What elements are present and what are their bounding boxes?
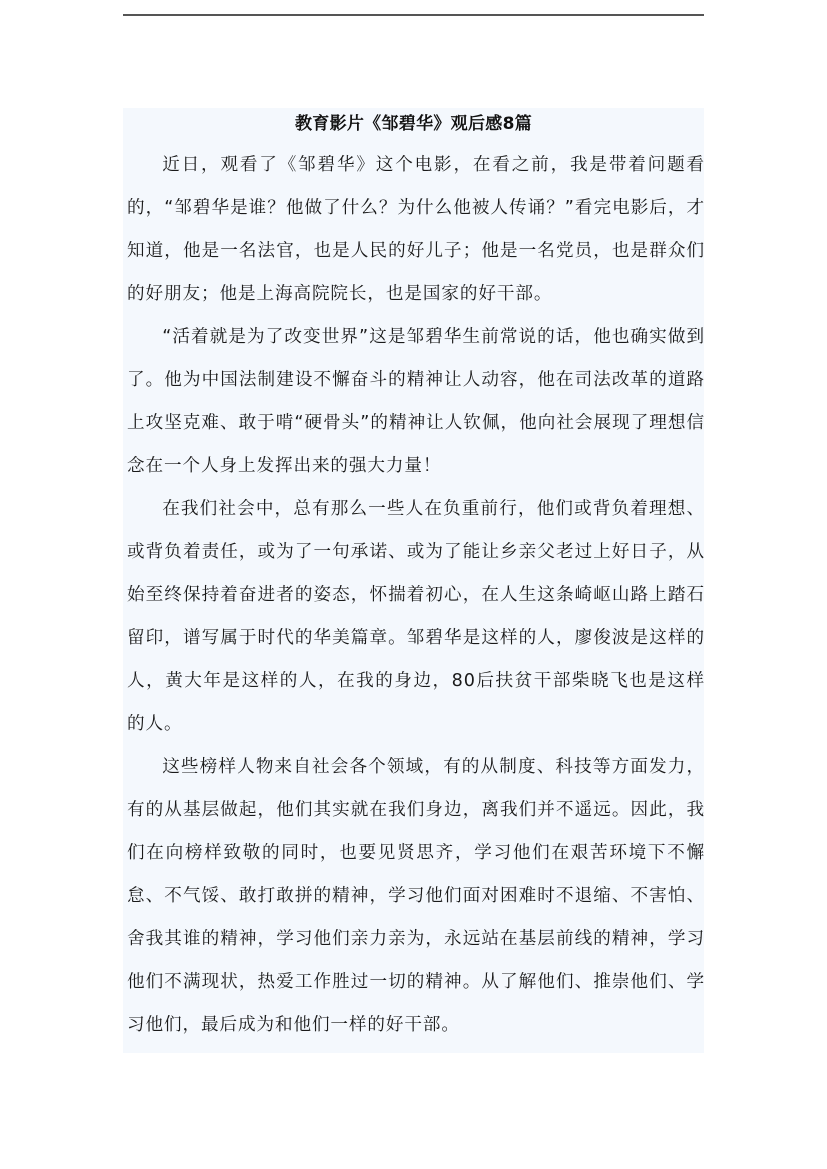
header-rule (123, 14, 704, 16)
paragraph: “活着就是为了改变世界”这是邹碧华生前常说的话，他也确实做到了。他为中国法制建设不懈奋斗的精神让人动容，他在司法改革的道路上攻坚克难、敢于啃“硬骨头”的精神让人钦佩，他向社会展现了理想信念在一个人身上发挥出来的强大力量！ (127, 327, 705, 476)
document-title: 教育影片《邹碧华》观后感8篇 (294, 114, 533, 134)
paragraph: 近日，观看了《邹碧华》这个电影，在看之前，我是带着问题看的，“邹碧华是谁？他做了什么？为什么他被人传诵？”看完电影后，才知道，他是一名法官，也是人民的好儿子；他是一名党员，也是群众们的好朋友；他是上海高院院长，也是国家的好干部。 (127, 155, 705, 304)
paragraph: 这些榜样人物来自社会各个领域，有的从制度、科技等方面发力，有的从基层做起，他们其实就在我们身边，离我们并不遥远。因此，我们在向榜样致敬的同时，也要见贤思齐，学习他们在艰苦环境下不懈怠、不气馁、敢打敢拼的精神，学习他们面对困难时不退缩、不害怕、舍我其谁的精神，学习他们亲力亲为，永远站在基层前线的精神，学习他们不满现状，热爱工作胜过一切的精神。从了解他们、推崇他们、学习他们，最后成为和他们一样的好干部。 (127, 757, 705, 1035)
document-body (123, 108, 704, 1053)
paragraph: 在我们社会中，总有那么一些人在负重前行，他们或背负着理想、或背负着责任，或为了一句承诺、或为了能让乡亲父老过上好日子，从始至终保持着奋进者的姿态，怀揣着初心，在人生这条崎岖山路上踏石留印，谱写属于时代的华美篇章。邹碧华是这样的人，廖俊波是这样的人，黄大年是这样的人，在我的身边，80后扶贫干部柴晓飞也是这样的人。 (127, 499, 705, 734)
